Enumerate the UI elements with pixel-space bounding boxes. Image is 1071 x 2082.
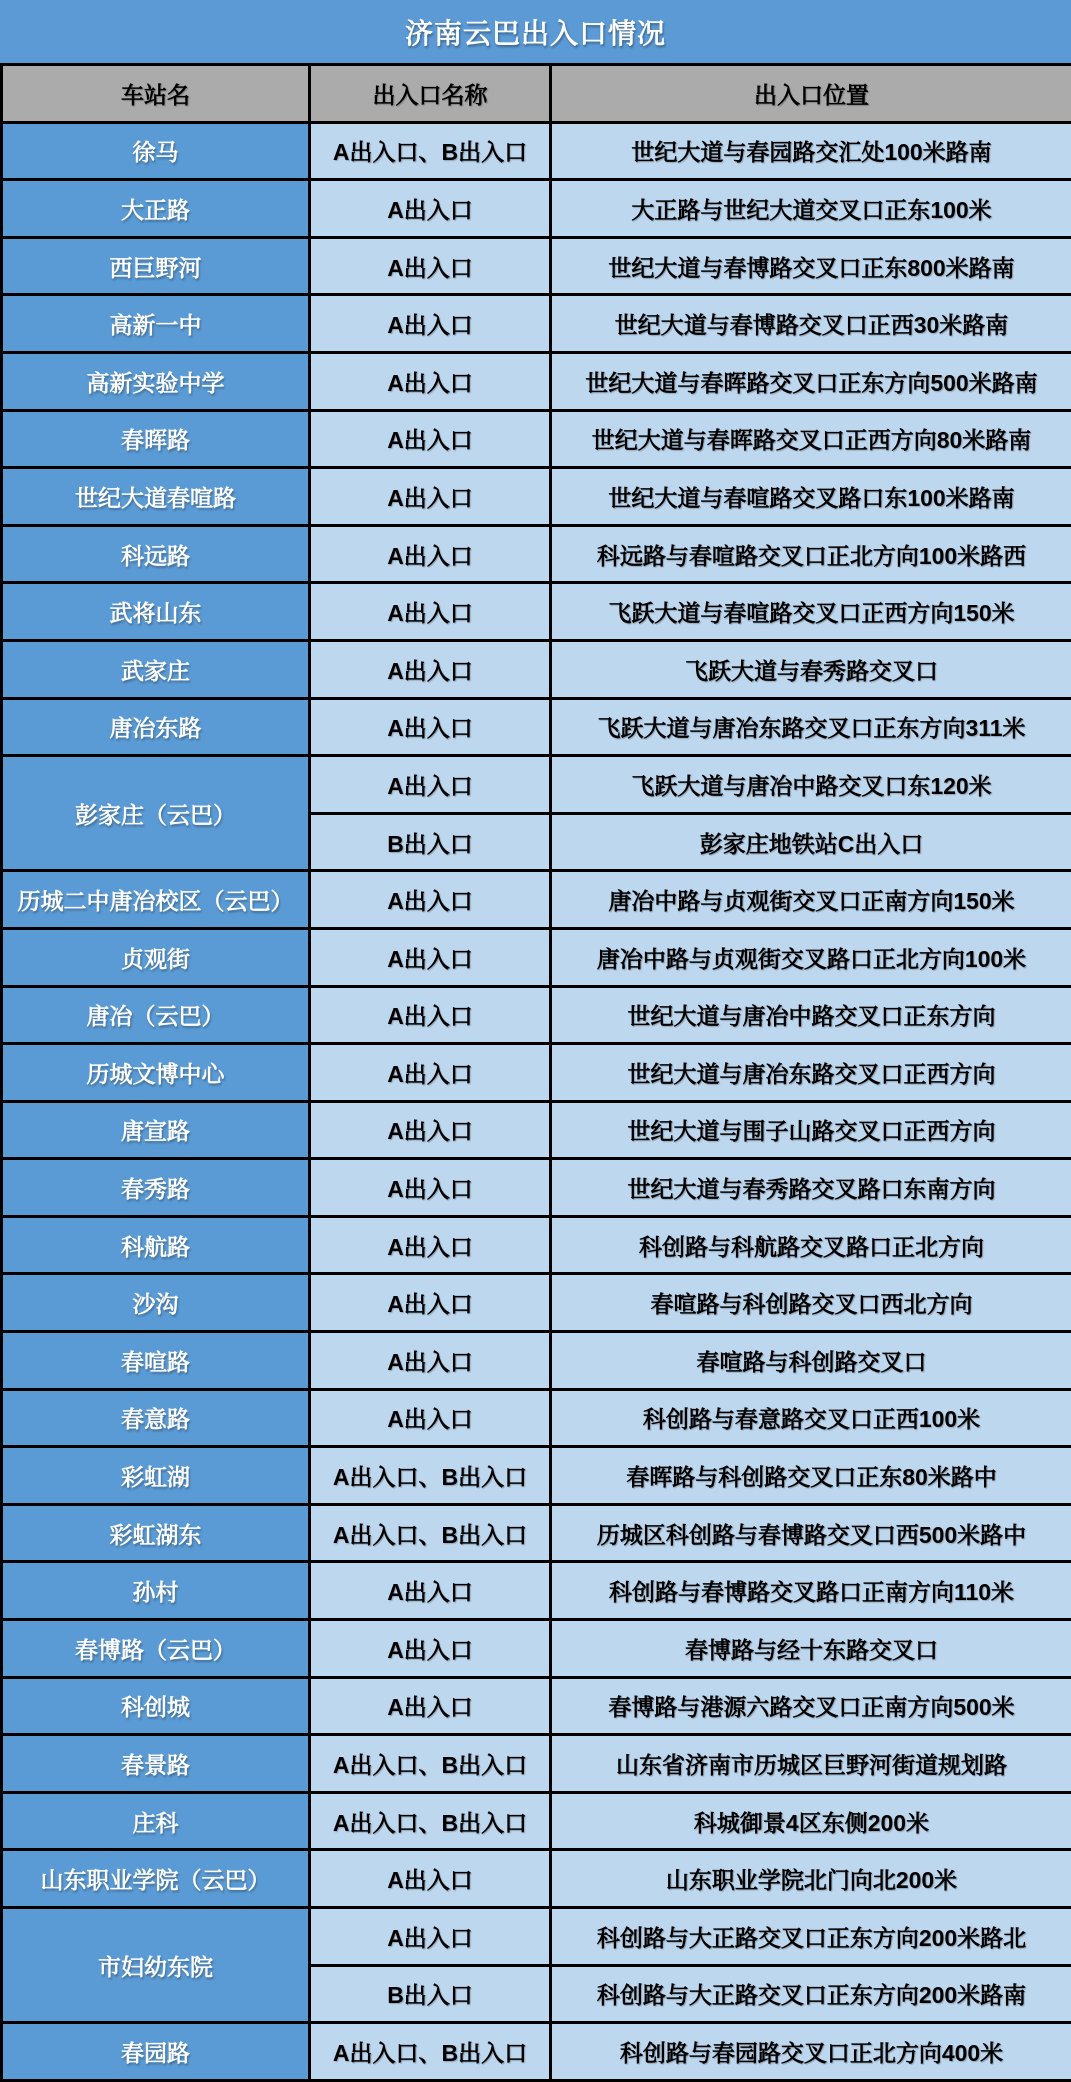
entrance-location-cell: 山东职业学院北门向北200米 [551, 1850, 1071, 1908]
station-name-cell: 山东职业学院（云巴） [2, 1850, 310, 1908]
entrance-name-cell: A出入口、B出入口 [310, 1735, 551, 1793]
entrance-name-cell: A出入口 [310, 1562, 551, 1620]
entrance-name-cell: A出入口 [310, 295, 551, 353]
station-name-cell: 历城文博中心 [2, 1044, 310, 1102]
entrance-location-cell: 飞跃大道与唐冶中路交叉口东120米 [551, 756, 1071, 814]
station-name-cell: 唐冶（云巴） [2, 986, 310, 1044]
entrance-name-cell: A出入口 [310, 1274, 551, 1332]
column-header-entrance-name: 出入口名称 [310, 65, 551, 123]
station-name-cell: 武家庄 [2, 640, 310, 698]
entrance-location-cell: 大正路与世纪大道交叉口正东100米 [551, 180, 1071, 238]
table-row [2, 1159, 1071, 1217]
entrance-location-cell: 彭家庄地铁站C出入口 [551, 813, 1071, 871]
entrance-name-cell: B出入口 [310, 813, 551, 871]
table-row [2, 1908, 1071, 1966]
entrance-location-cell: 唐冶中路与贞观街交叉口正南方向150米 [551, 871, 1071, 929]
entrance-name-cell: A出入口 [310, 928, 551, 986]
entrance-location-cell: 唐冶中路与贞观街交叉路口正北方向100米 [551, 928, 1071, 986]
station-name-cell: 彩虹湖东 [2, 1504, 310, 1562]
entrance-location-cell: 科城御景4区东侧200米 [551, 1792, 1071, 1850]
entrance-name-cell: A出入口、B出入口 [310, 122, 551, 180]
station-name-cell: 科远路 [2, 525, 310, 583]
station-name-cell: 高新一中 [2, 295, 310, 353]
entrance-name-cell: A出入口、B出入口 [310, 1447, 551, 1505]
station-name-cell: 孙村 [2, 1562, 310, 1620]
entrance-location-cell: 世纪大道与围子山路交叉口正西方向 [551, 1101, 1071, 1159]
entrance-location-cell: 历城区科创路与春博路交叉口西500米路中 [551, 1504, 1071, 1562]
table-row [2, 583, 1071, 641]
station-name-cell: 西巨野河 [2, 237, 310, 295]
station-name-cell: 科航路 [2, 1216, 310, 1274]
table-row [2, 1620, 1071, 1678]
entrance-name-cell: A出入口、B出入口 [310, 2023, 551, 2081]
column-header-entrance-location: 出入口位置 [551, 65, 1071, 123]
entrance-location-cell: 科创路与大正路交叉口正东方向200米路南 [551, 1965, 1071, 2023]
entrance-name-cell: A出入口 [310, 1101, 551, 1159]
entrance-name-cell: A出入口 [310, 1044, 551, 1102]
entrance-location-cell: 科创路与春博路交叉路口正南方向110米 [551, 1562, 1071, 1620]
table-row [2, 2023, 1071, 2081]
entrance-location-cell: 世纪大道与春喧路交叉路口东100米路南 [551, 468, 1071, 526]
station-name-cell: 科创城 [2, 1677, 310, 1735]
entrance-location-cell: 世纪大道与春晖路交叉口正西方向80米路南 [551, 410, 1071, 468]
station-name-cell: 沙沟 [2, 1274, 310, 1332]
entrance-location-cell: 春喧路与科创路交叉口 [551, 1332, 1071, 1390]
entrance-location-cell: 世纪大道与唐冶东路交叉口正西方向 [551, 1044, 1071, 1102]
entrance-location-cell: 科远路与春喧路交叉口正北方向100米路西 [551, 525, 1071, 583]
station-name-cell: 徐马 [2, 122, 310, 180]
table-row [2, 756, 1071, 814]
station-name-cell: 春意路 [2, 1389, 310, 1447]
entrance-name-cell: A出入口 [310, 1850, 551, 1908]
entrance-name-cell: A出入口 [310, 986, 551, 1044]
table-row [2, 1447, 1071, 1505]
table-row [2, 352, 1071, 410]
entrance-location-cell: 春博路与经十东路交叉口 [551, 1620, 1071, 1678]
table-row [2, 928, 1071, 986]
column-header-station: 车站名 [2, 65, 310, 123]
table-row [2, 1332, 1071, 1390]
table-row [2, 295, 1071, 353]
station-name-cell: 春晖路 [2, 410, 310, 468]
station-table-body [2, 122, 1071, 2080]
table-row [2, 1389, 1071, 1447]
station-name-cell: 春喧路 [2, 1332, 310, 1390]
entrance-location-cell: 飞跃大道与春喧路交叉口正西方向150米 [551, 583, 1071, 641]
entrance-location-cell: 春博路与港源六路交叉口正南方向500米 [551, 1677, 1071, 1735]
table-row [2, 1044, 1071, 1102]
station-name-cell: 大正路 [2, 180, 310, 238]
table-row [2, 525, 1071, 583]
entrance-location-cell: 飞跃大道与唐冶东路交叉口正东方向311米 [551, 698, 1071, 756]
entrance-location-cell: 春喧路与科创路交叉口西北方向 [551, 1274, 1071, 1332]
station-name-cell: 历城二中唐冶校区（云巴） [2, 871, 310, 929]
header-row [2, 65, 1071, 123]
table-row [2, 1504, 1071, 1562]
table-row [2, 1562, 1071, 1620]
station-name-cell: 春景路 [2, 1735, 310, 1793]
entrance-location-cell: 世纪大道与春秀路交叉路口东南方向 [551, 1159, 1071, 1217]
entrance-name-cell: A出入口 [310, 1159, 551, 1217]
entrance-location-cell: 山东省济南市历城区巨野河街道规划路 [551, 1735, 1071, 1793]
table-row [2, 1216, 1071, 1274]
entrance-name-cell: A出入口、B出入口 [310, 1792, 551, 1850]
entrance-location-cell: 世纪大道与唐冶中路交叉口正东方向 [551, 986, 1071, 1044]
station-name-cell: 彭家庄（云巴） [2, 756, 310, 871]
table-row [2, 1677, 1071, 1735]
entrance-name-cell: A出入口 [310, 871, 551, 929]
entrance-name-cell: A出入口 [310, 1908, 551, 1966]
entrance-location-cell: 世纪大道与春园路交汇处100米路南 [551, 122, 1071, 180]
station-name-cell: 武将山东 [2, 583, 310, 641]
entrance-location-cell: 科创路与大正路交叉口正东方向200米路北 [551, 1908, 1071, 1966]
entrance-name-cell: A出入口 [310, 1677, 551, 1735]
entrance-location-cell: 科创路与春园路交叉口正北方向400米 [551, 2023, 1071, 2081]
entrance-name-cell: A出入口 [310, 1389, 551, 1447]
station-name-cell: 高新实验中学 [2, 352, 310, 410]
entrance-name-cell: A出入口、B出入口 [310, 1504, 551, 1562]
entrance-name-cell: A出入口 [310, 180, 551, 238]
entrance-location-cell: 世纪大道与春晖路交叉口正东方向500米路南 [551, 352, 1071, 410]
table-row [2, 180, 1071, 238]
entrance-name-cell: A出入口 [310, 410, 551, 468]
entrance-name-cell: B出入口 [310, 1965, 551, 2023]
station-name-cell: 春博路（云巴） [2, 1620, 310, 1678]
entrance-name-cell: A出入口 [310, 583, 551, 641]
station-name-cell: 庄科 [2, 1792, 310, 1850]
table-row [2, 698, 1071, 756]
entrance-name-cell: A出入口 [310, 1620, 551, 1678]
table-row [2, 122, 1071, 180]
table-row [2, 1274, 1071, 1332]
table-row [2, 986, 1071, 1044]
entrance-name-cell: A出入口 [310, 525, 551, 583]
entrance-name-cell: A出入口 [310, 640, 551, 698]
station-name-cell: 世纪大道春喧路 [2, 468, 310, 526]
table-row [2, 468, 1071, 526]
table-row [2, 1792, 1071, 1850]
entrance-name-cell: A出入口 [310, 1332, 551, 1390]
entrance-name-cell: A出入口 [310, 756, 551, 814]
entrance-name-cell: A出入口 [310, 352, 551, 410]
station-name-cell: 春秀路 [2, 1159, 310, 1217]
table-row [2, 1850, 1071, 1908]
entrance-location-cell: 世纪大道与春博路交叉口正西30米路南 [551, 295, 1071, 353]
station-name-cell: 市妇幼东院 [2, 1908, 310, 2023]
entrance-name-cell: A出入口 [310, 237, 551, 295]
entrance-location-cell: 春晖路与科创路交叉口正东80米路中 [551, 1447, 1071, 1505]
entrance-location-cell: 飞跃大道与春秀路交叉口 [551, 640, 1071, 698]
page-title: 济南云巴出入口情况 [0, 0, 1071, 63]
entrance-table [0, 63, 1071, 2082]
entrance-name-cell: A出入口 [310, 698, 551, 756]
station-name-cell: 春园路 [2, 2023, 310, 2081]
table-row [2, 640, 1071, 698]
station-name-cell: 贞观街 [2, 928, 310, 986]
table-row [2, 237, 1071, 295]
station-name-cell: 唐冶东路 [2, 698, 310, 756]
entrance-location-cell: 世纪大道与春博路交叉口正东800米路南 [551, 237, 1071, 295]
entrance-location-cell: 科创路与春意路交叉口正西100米 [551, 1389, 1071, 1447]
entrance-location-cell: 科创路与科航路交叉路口正北方向 [551, 1216, 1071, 1274]
station-name-cell: 彩虹湖 [2, 1447, 310, 1505]
entrance-name-cell: A出入口 [310, 468, 551, 526]
table-row [2, 1735, 1071, 1793]
table-row [2, 410, 1071, 468]
station-name-cell: 唐宣路 [2, 1101, 310, 1159]
table-row [2, 871, 1071, 929]
table-row [2, 1101, 1071, 1159]
entrance-name-cell: A出入口 [310, 1216, 551, 1274]
